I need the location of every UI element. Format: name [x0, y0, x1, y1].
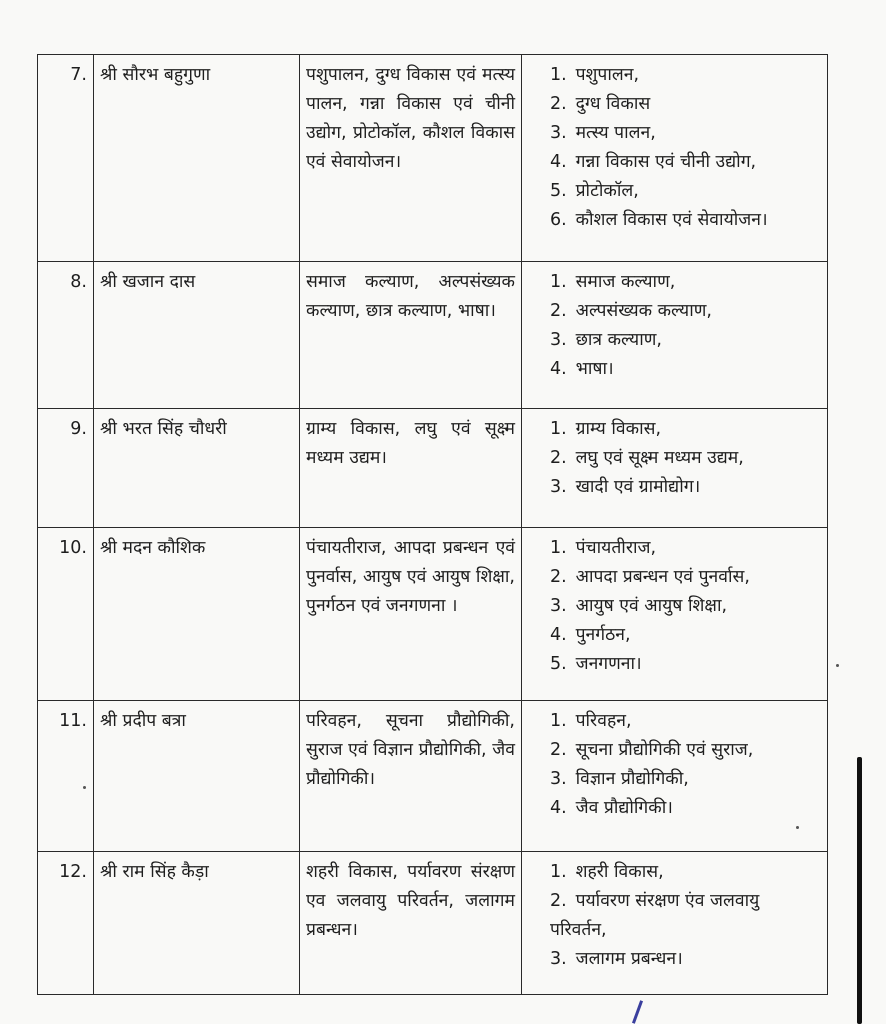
list-item: 3. आयुष एवं आयुष शिक्षा, — [550, 596, 728, 616]
list-item: 1. समाज कल्याण, — [550, 272, 676, 292]
department-list — [528, 268, 821, 384]
department-list — [528, 707, 821, 823]
list-item: 4. गन्ना विकास एवं चीनी उद्योग, — [550, 152, 757, 172]
portfolio-text: पशुपालन, दुग्ध विकास एवं मत्स्य पालन, गन्ना विकास एवं चीनी उद्योग, प्रोटोकॉल, कौशल विकास एवं सेवायोजन। — [300, 55, 522, 262]
list-item: 4. जैव प्रौद्योगिकी। — [550, 798, 673, 818]
department-list-cell — [522, 701, 828, 852]
list-item: 2. अल्पसंख्यक कल्याण, — [550, 301, 712, 321]
portfolio-text: शहरी विकास, पर्यावरण संरक्षण एव जलवायु परिवर्तन, जलागम प्रबन्धन। — [300, 852, 522, 995]
portfolio-text: पंचायतीराज, आपदा प्रबन्धन एवं पुनर्वास, आयुष एवं आयुष शिक्षा, पुनर्गठन एवं जनगणना । — [300, 528, 522, 701]
list-item: 3. खादी एवं ग्रामोद्योग। — [550, 477, 701, 497]
table-row — [38, 262, 828, 409]
list-item: 3. छात्र कल्याण, — [550, 330, 662, 350]
pen-mark — [632, 1000, 643, 1024]
list-item: 5. जनगणना। — [550, 654, 642, 674]
department-list-cell — [522, 409, 828, 528]
department-list — [528, 858, 821, 974]
list-item: 6. कौशल विकास एवं सेवायोजन। — [550, 210, 768, 230]
list-item: 1. ग्राम्य विकास, — [550, 419, 662, 439]
minister-name: श्री सौरभ बहुगुणा — [94, 55, 300, 262]
list-item: 5. प्रोटोकॉल, — [550, 181, 639, 201]
list-item: 1. पशुपालन, — [550, 65, 640, 85]
list-item: 1. पंचायतीराज, — [550, 538, 657, 558]
paper-speck — [796, 826, 799, 829]
table-row — [38, 409, 828, 528]
department-list-cell — [522, 528, 828, 701]
department-list-cell — [522, 55, 828, 262]
table-row — [38, 528, 828, 701]
serial-number: 7. — [38, 55, 94, 262]
minister-name: श्री भरत सिंह चौधरी — [94, 409, 300, 528]
list-item: 3. विज्ञान प्रौद्योगिकी, — [550, 769, 689, 789]
table-row — [38, 55, 828, 262]
minister-name: श्री राम सिंह कैड़ा — [94, 852, 300, 995]
paper-speck — [83, 786, 86, 789]
list-item: 1. शहरी विकास, — [550, 862, 664, 882]
list-item: 2. पर्यावरण संरक्षण एंव जलवायु परिवर्तन, — [550, 891, 760, 940]
list-item: 4. भाषा। — [550, 359, 614, 379]
list-item: 2. लघु एवं सूक्ष्म मध्यम उद्यम, — [550, 448, 744, 468]
scrollbar[interactable] — [857, 757, 862, 1024]
minister-name: श्री खजान दास — [94, 262, 300, 409]
serial-number: 8. — [38, 262, 94, 409]
minister-name: श्री प्रदीप बत्रा — [94, 701, 300, 852]
department-list — [528, 61, 821, 235]
portfolio-text: समाज कल्याण, अल्पसंख्यक कल्याण, छात्र कल्याण, भाषा। — [300, 262, 522, 409]
serial-number: 9. — [38, 409, 94, 528]
department-list-cell — [522, 852, 828, 995]
list-item: 2. आपदा प्रबन्धन एवं पुनर्वास, — [550, 567, 750, 587]
table-row — [38, 701, 828, 852]
serial-number: 12. — [38, 852, 94, 995]
ministers-portfolio-table — [37, 54, 828, 995]
portfolio-text: परिवहन, सूचना प्रौद्योगिकी, सुराज एवं विज्ञान प्रौद्योगिकी, जैव प्रौद्योगिकी। — [300, 701, 522, 852]
table-row — [38, 852, 828, 995]
department-list — [528, 415, 821, 502]
list-item: 2. दुग्ध विकास — [550, 94, 651, 114]
portfolio-text: ग्राम्य विकास, लघु एवं सूक्ष्म मध्यम उद्यम। — [300, 409, 522, 528]
department-list — [528, 534, 821, 679]
list-item: 2. सूचना प्रौद्योगिकी एवं सुराज, — [550, 740, 754, 760]
department-list-cell — [522, 262, 828, 409]
list-item: 1. परिवहन, — [550, 711, 632, 731]
serial-number: 11. — [38, 701, 94, 852]
list-item: 4. पुनर्गठन, — [550, 625, 631, 645]
list-item: 3. जलागम प्रबन्धन। — [550, 949, 683, 969]
paper-speck — [836, 664, 839, 667]
serial-number: 10. — [38, 528, 94, 701]
list-item: 3. मत्स्य पालन, — [550, 123, 656, 143]
minister-name: श्री मदन कौशिक — [94, 528, 300, 701]
